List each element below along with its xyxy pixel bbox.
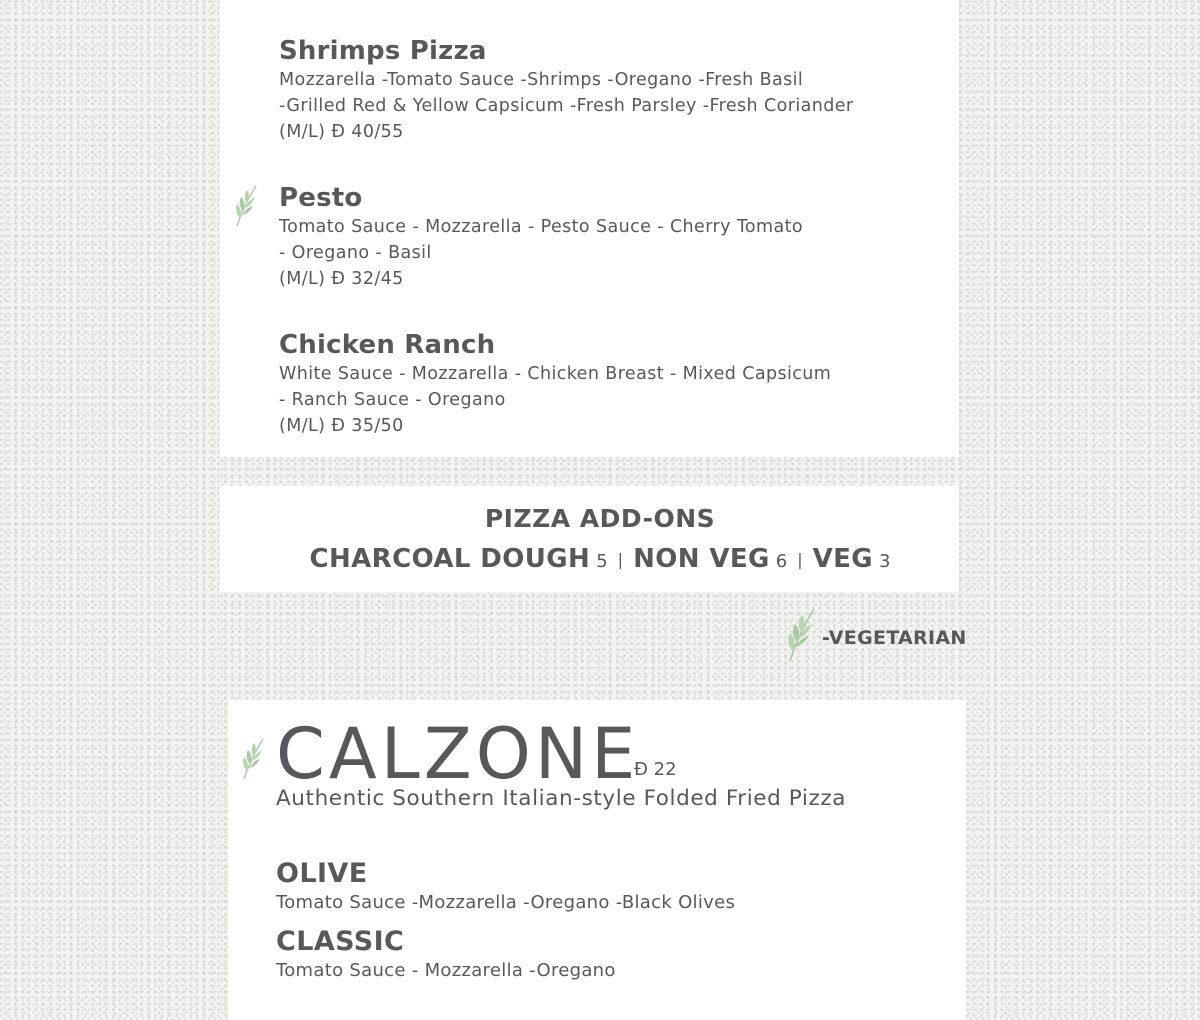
item-price: (M/L) Đ 32/45 xyxy=(279,269,404,289)
item-description-line: White Sauce - Mozzarella - Chicken Breast - Mixed Capsicum xyxy=(279,364,832,384)
item-description-line: Mozzarella -Tomato Sauce -Shrimps -Oregano -Fresh Basil xyxy=(279,70,804,90)
addon-label: NON VEG xyxy=(633,544,770,574)
addon-label: CHARCOAL DOUGH xyxy=(309,544,591,574)
menu-item xyxy=(279,35,939,145)
item-name: Chicken Ranch xyxy=(279,330,496,360)
item-description: Tomato Sauce - Mozzarella -Oregano xyxy=(276,960,616,981)
item-name: Pesto xyxy=(279,183,363,213)
item-name: Shrimps Pizza xyxy=(279,36,487,66)
menu-item xyxy=(276,858,735,916)
addon-price: 5 xyxy=(596,551,608,572)
item-name: CLASSIC xyxy=(276,926,405,957)
menu-item xyxy=(279,182,939,292)
item-name: OLIVE xyxy=(276,858,368,889)
menu-item xyxy=(279,329,939,439)
separator: | xyxy=(617,550,624,569)
addon-price: 3 xyxy=(879,551,891,572)
item-description-line: - Ranch Sauce - Oregano xyxy=(279,390,506,410)
item-description xyxy=(279,214,939,266)
item-description: Tomato Sauce -Mozzarella -Oregano -Black Olives xyxy=(276,892,736,913)
leaf-icon xyxy=(240,737,266,781)
item-description-line: - Oregano - Basil xyxy=(279,243,432,263)
addon-price: 6 xyxy=(775,551,788,572)
menu-item xyxy=(276,926,616,984)
addons-list xyxy=(0,542,1200,579)
item-description-line: -Grilled Red & Yellow Capsicum -Fresh Parsley -Fresh Coriander xyxy=(279,96,854,116)
section-title: CALZONE xyxy=(276,713,640,795)
section-price: Đ 22 xyxy=(634,759,677,780)
item-price: (M/L) Đ 35/50 xyxy=(279,416,404,436)
pizza-menu-panel xyxy=(220,0,959,457)
leaf-icon xyxy=(233,184,259,228)
section-subtitle: Authentic Southern Italian-style Folded Fried Pizza xyxy=(276,786,846,811)
item-description xyxy=(279,67,939,119)
addons-title: PIZZA ADD-ONS xyxy=(484,504,716,533)
item-price: (M/L) Đ 40/55 xyxy=(279,122,404,142)
separator: | xyxy=(797,550,803,569)
leaf-icon xyxy=(785,607,817,663)
item-description-line: Tomato Sauce - Mozzarella - Pesto Sauce - Cherry Tomato xyxy=(279,217,803,237)
item-description xyxy=(279,361,939,413)
addon-label: VEG xyxy=(812,544,874,574)
legend-label: -VEGETARIAN xyxy=(822,627,967,649)
